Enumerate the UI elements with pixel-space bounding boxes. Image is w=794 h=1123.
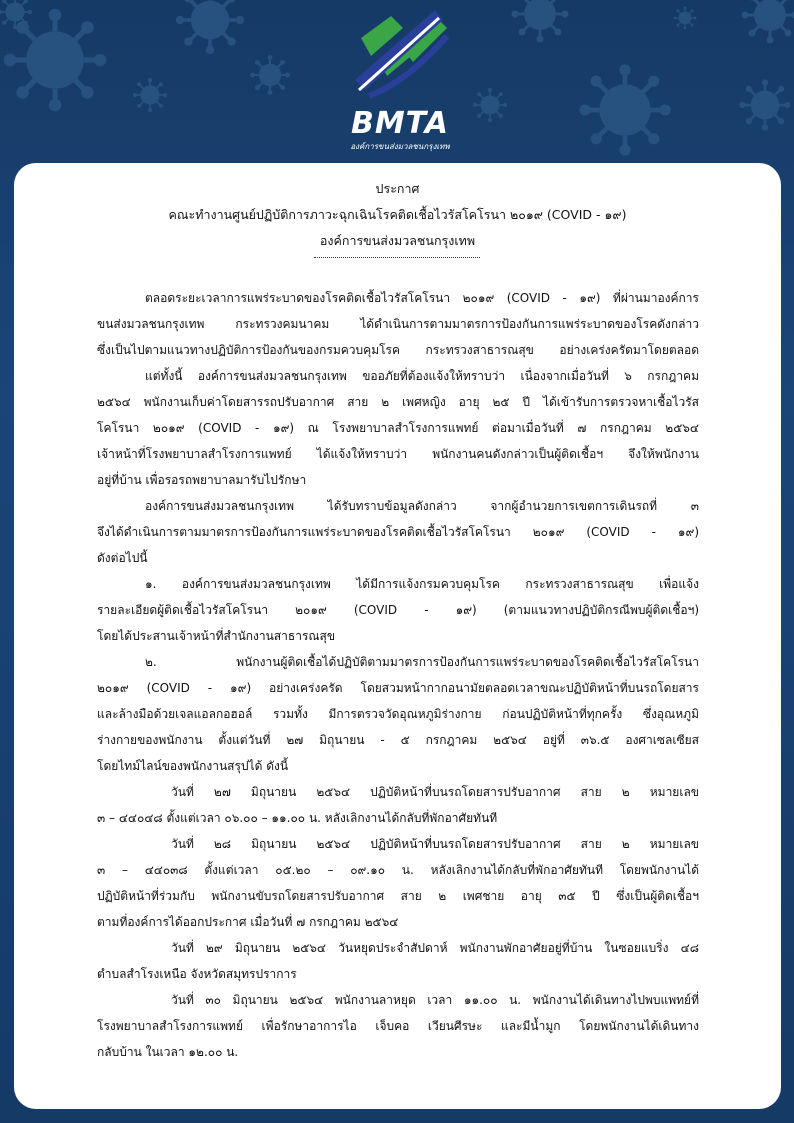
paragraph-line: รายละเอียดผู้ติดเชื้อไวรัสโคโรนา ๒๐๑๙ (COVID - ๑๙) (ตามแนวทางปฏิบัติกรณีพบผู้ติดเชื้อฯ) <box>97 603 699 617</box>
paragraph-line: โคโรนา ๒๐๑๙ (COVID - ๑๙) ณ โรงพยาบาลสำโรงการแพทย์ ต่อมาเมื่อวันที่ ๗ กรกฎาคม ๒๕๖๔ <box>97 421 699 435</box>
timeline-line: กลับบ้าน ในเวลา ๑๒.๐๐ น. <box>97 1045 239 1059</box>
paragraph-line: อยู่ที่บ้าน เพื่อรอรถพยาบาลมารับไปรักษา <box>97 473 307 487</box>
paragraph-line: โดยได้ประสานเจ้าหน้าที่สำนักงานสาธารณสุข <box>97 629 336 643</box>
bmta-logo-mark-icon <box>335 6 465 106</box>
paragraph-line: เจ้าหน้าที่โรงพยาบาลสำโรงการแพทย์ ได้แจ้งให้ทราบว่า พนักงานคนดังกล่าวเป็นผู้ติดเชื้อฯ จึงให้พนักงาน <box>97 447 699 461</box>
paragraph-line: จึงได้ดำเนินการตามมาตรการป้องกันการแพร่ระบาดของโรคติดเชื้อไวรัสโคโรนา ๒๐๑๙ (COVID - ๑๙) <box>97 525 699 539</box>
paragraph-line: ร่างกายของพนักงาน ตั้งแต่วันที่ ๒๗ มิถุนายน - ๕ กรกฎาคม ๒๕๖๔ อยู่ที่ ๓๖.๕ องศาเซลเซียส <box>97 733 699 747</box>
timeline-line: วันที่ ๒๘ มิถุนายน ๒๕๖๔ ปฏิบัติหน้าที่บนรถโดยสารปรับอากาศ สาย ๒ หมายเลข <box>171 837 699 851</box>
announcement-organization: องค์การขนส่งมวลชนกรุงเทพ <box>319 233 476 248</box>
paragraph-line: ขนส่งมวลชนกรุงเทพ กระทรวงคมนาคม ได้ดำเนินการตามมาตรการป้องกันการแพร่ระบาดของโรคดังกล่าว <box>97 317 699 331</box>
bmta-logo-text: BMTA <box>350 106 450 141</box>
timeline-line: ๓ – ๔๔๐๓๘ ตั้งแต่เวลา ๐๕.๒๐ – ๐๙.๑๐ น. หลังเลิกงานได้กลับที่พักอาศัยทันที โดยพนักงานได้ <box>97 863 699 877</box>
separator-dots <box>314 257 480 258</box>
timeline-line: ตามที่องค์การได้ออกประกาศ เมื่อวันที่ ๗ กรกฎาคม ๒๕๖๔ <box>97 915 399 929</box>
paragraph-line: และล้างมือด้วยเจลแอลกอฮอล์ รวมทั้ง มีการตรวจวัดอุณหภูมิร่างกาย ก่อนปฏิบัติหน้าที่ทุกครั้ง ซึ่งอุณหภูมิ <box>97 707 699 721</box>
paragraph-line: ๒๐๑๙ (COVID - ๑๙) อย่างเคร่งครัด โดยสวมหน้ากากอนามัยตลอดเวลาขณะปฏิบัติหน้าที่บนรถโดยสาร <box>97 681 699 695</box>
timeline-line: ปฏิบัติหน้าที่ร่วมกับ พนักงานขับรถโดยสารปรับอากาศ สาย ๒ เพศชาย อายุ ๓๕ ปี ซึ่งเป็นผู้ติดเชื้อฯ <box>97 889 699 903</box>
announcement-heading: ประกาศ <box>375 181 420 196</box>
timeline-line: วันที่ ๒๙ มิถุนายน ๒๕๖๔ วันหยุดประจำสัปดาห์ พนักงานพักอาศัยอยู่ที่บ้าน ในซอยแบริ่ง ๔๘ <box>171 941 699 955</box>
timeline-line: ๓ – ๔๔๐๔๘ ตั้งแต่เวลา ๐๖.๐๐ – ๑๑.๐๐ น. หลังเลิกงานได้กลับที่พักอาศัยทันที <box>97 811 498 825</box>
announcement-committee: คณะทำงานศูนย์ปฏิบัติการภาวะฉุกเฉินโรคติดเชื้อไวรัสโคโรนา ๒๐๑๙ (COVID - ๑๙) <box>168 207 627 222</box>
paragraph-line: ๑. องค์การขนส่งมวลชนกรุงเทพ ได้มีการแจ้งกรมควบคุมโรค กระทรวงสาธารณสุข เพื่อแจ้ง <box>145 577 699 591</box>
timeline-line: วันที่ ๒๗ มิถุนายน ๒๕๖๔ ปฏิบัติหน้าที่บนรถโดยสารปรับอากาศ สาย ๒ หมายเลข <box>171 785 699 799</box>
bmta-logo <box>335 6 465 156</box>
timeline-line: ตำบลสำโรงเหนือ จังหวัดสมุทรปราการ <box>97 967 297 981</box>
paragraph-line: แต่ทั้งนี้ องค์การขนส่งมวลชนกรุงเทพ ขออภัยที่ต้องแจ้งให้ทราบว่า เนื่องจากเมื่อวันที่ ๖ กรกฎาคม <box>145 369 699 383</box>
paragraph-line: ๒๕๖๔ พนักงานเก็บค่าโดยสารรถปรับอากาศ สาย ๒ เพศหญิง อายุ ๒๕ ปี ได้เข้ารับการตรวจหาเชื้อไวรัส <box>97 395 699 409</box>
paragraph-line: ๒. พนักงานผู้ติดเชื้อได้ปฏิบัติตามมาตรการป้องกันการแพร่ระบาดของโรคติดเชื้อไวรัสโคโรนา <box>145 655 699 669</box>
timeline-line: โรงพยาบาลสำโรงการแพทย์ เพื่อรักษาอาการไอ เจ็บคอ เวียนศีรษะ และมีน้ำมูก โดยพนักงานได้เดินทาง <box>97 1019 699 1033</box>
paragraph-line: ซึ่งเป็นไปตามแนวทางปฏิบัติการป้องกันของกรมควบคุมโรค กระทรวงสาธารณสุข อย่างเคร่งครัดมาโดยตลอด <box>97 343 699 357</box>
announcement-card <box>14 163 781 1109</box>
paragraph-line: ตลอดระยะเวลาการแพร่ระบาดของโรคติดเชื้อไวรัสโคโรนา ๒๐๑๙ (COVID - ๑๙) ที่ผ่านมาองค์การ <box>145 291 699 305</box>
timeline-line: วันที่ ๓๐ มิถุนายน ๒๕๖๔ พนักงานลาหยุด เวลา ๑๑.๐๐ น. พนักงานได้เดินทางไปพบแพทย์ที่ <box>171 993 699 1007</box>
paragraph-line: ดังต่อไปนี้ <box>97 551 148 565</box>
paragraph-line: โดยไทม์ไลน์ของพนักงานสรุปได้ ดังนี้ <box>97 759 289 773</box>
bmta-logo-subtitle: องค์การขนส่งมวลชนกรุงเทพ <box>350 142 450 151</box>
paragraph-line: องค์การขนส่งมวลชนกรุงเทพ ได้รับทราบข้อมูลดังกล่าว จากผู้อำนวยการเขตการเดินรถที่ ๓ <box>145 499 699 513</box>
